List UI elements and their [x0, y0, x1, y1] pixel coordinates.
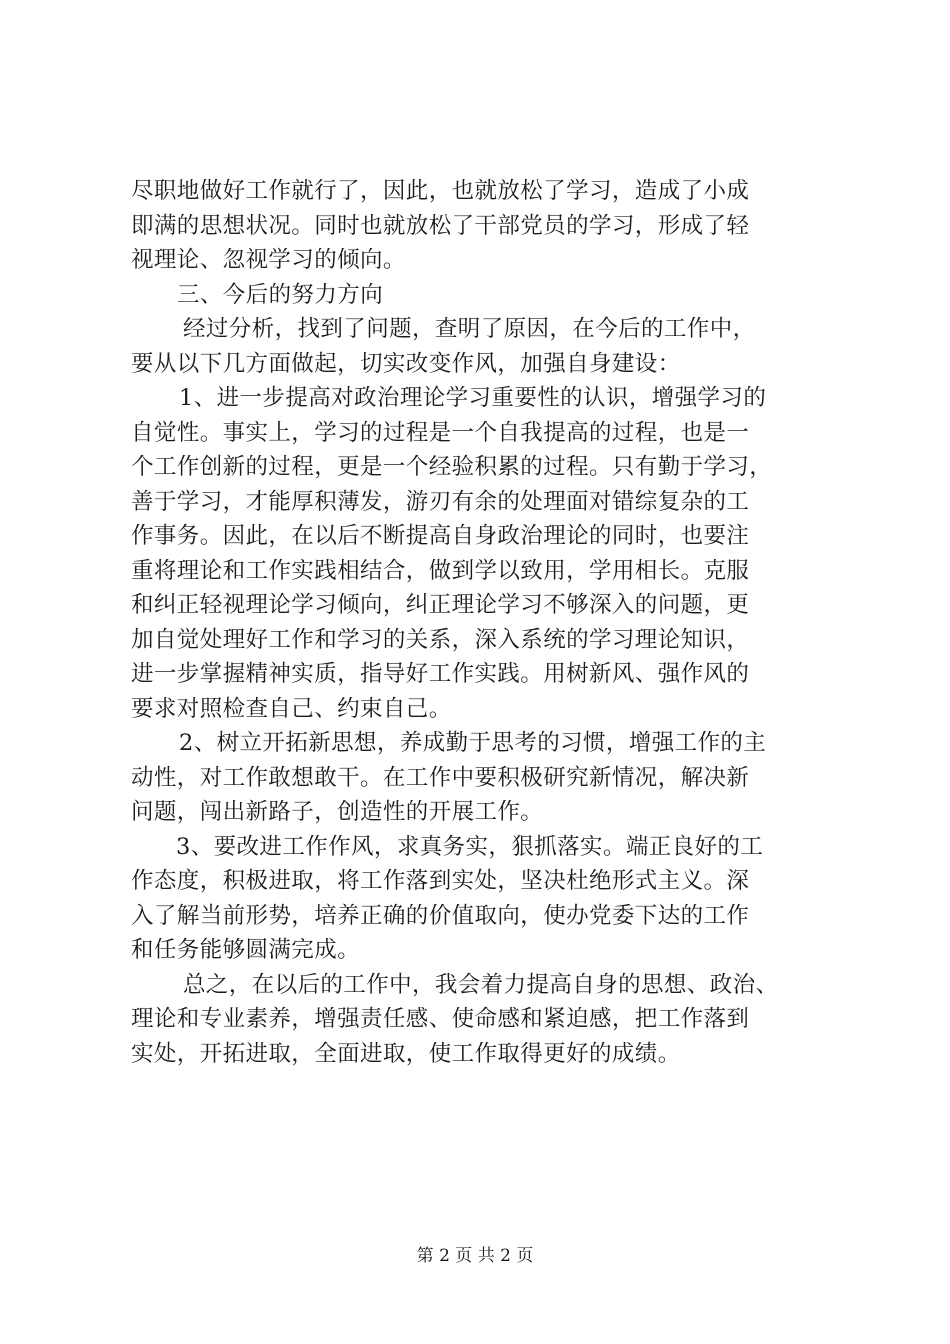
list-item-1-line: 1、进一步提高对政治理论学习重要性的认识，增强学习的	[179, 385, 767, 411]
list-item-3-line: 3、要改进工作作风，求真务实，狠抓落实。端正良好的工	[176, 833, 764, 860]
text-line: 尽职地做好工作就行了，因此，也就放松了学习，造成了小成	[131, 178, 750, 204]
list-item-2-line: 2、树立开拓新思想，养成勤于思考的习惯，增强工作的主	[179, 730, 767, 756]
text-line: 善于学习，才能厚积薄发，游刃有余的处理面对错综复杂的工	[131, 488, 750, 515]
text-line: 进一步掌握精神实质，指导好工作实践。用树新风、强作风的	[131, 661, 750, 687]
text-line: 动性，对工作敢想敢干。在工作中要积极研究新情况，解决新	[131, 764, 750, 791]
section-heading: 三、今后的努力方向	[177, 281, 384, 308]
text-line: 问题，闯出新路子，创造性的开展工作。	[131, 799, 544, 825]
conclusion-line: 总之，在以后的工作中，我会着力提高自身的思想、政治、	[183, 971, 779, 998]
text-line: 实处，开拓进取，全面进取，使工作取得更好的成绩。	[131, 1040, 681, 1067]
text-line: 和纠正轻视理论学习倾向，纠正理论学习不够深入的问题，更	[131, 592, 750, 618]
text-line: 重将理论和工作实践相结合，做到学以致用，学用相长。克服	[131, 557, 750, 584]
text-line: 自觉性。事实上，学习的过程是一个自我提高的过程，也是一	[131, 419, 750, 446]
text-line: 视理论、忽视学习的倾向。	[131, 247, 406, 273]
page-footer	[0, 1244, 950, 1268]
text-line: 作态度，积极进取，将工作落到实处，坚决杜绝形式主义。深	[131, 868, 750, 894]
text-line: 即满的思想状况。同时也就放松了干部党员的学习，形成了轻	[131, 212, 750, 239]
page-number-label: 第 2 页 共 2 页	[416, 1246, 534, 1266]
text-line: 要求对照检查自己、约束自己。	[131, 695, 452, 722]
text-line: 个工作创新的过程，更是一个经验积累的过程。只有勤于学习，	[131, 454, 773, 480]
text-line: 加自觉处理好工作和学习的关系，深入系统的学习理论知识，	[131, 626, 750, 653]
text-line: 和任务能够圆满完成。	[131, 937, 361, 963]
text-line: 作事务。因此，在以后不断提高自身政治理论的同时，也要注	[131, 523, 750, 549]
text-line: 入了解当前形势，培养正确的价值取向，使办党委下达的工作	[131, 902, 750, 929]
document-body	[131, 174, 831, 1071]
text-line: 经过分析，找到了问题，查明了原因，在今后的工作中，	[183, 316, 756, 342]
text-line: 要从以下几方面做起，切实改变作风，加强自身建设：	[131, 350, 681, 377]
text-line: 理论和专业素养，增强责任感、使命感和紧迫感，把工作落到	[131, 1006, 750, 1032]
